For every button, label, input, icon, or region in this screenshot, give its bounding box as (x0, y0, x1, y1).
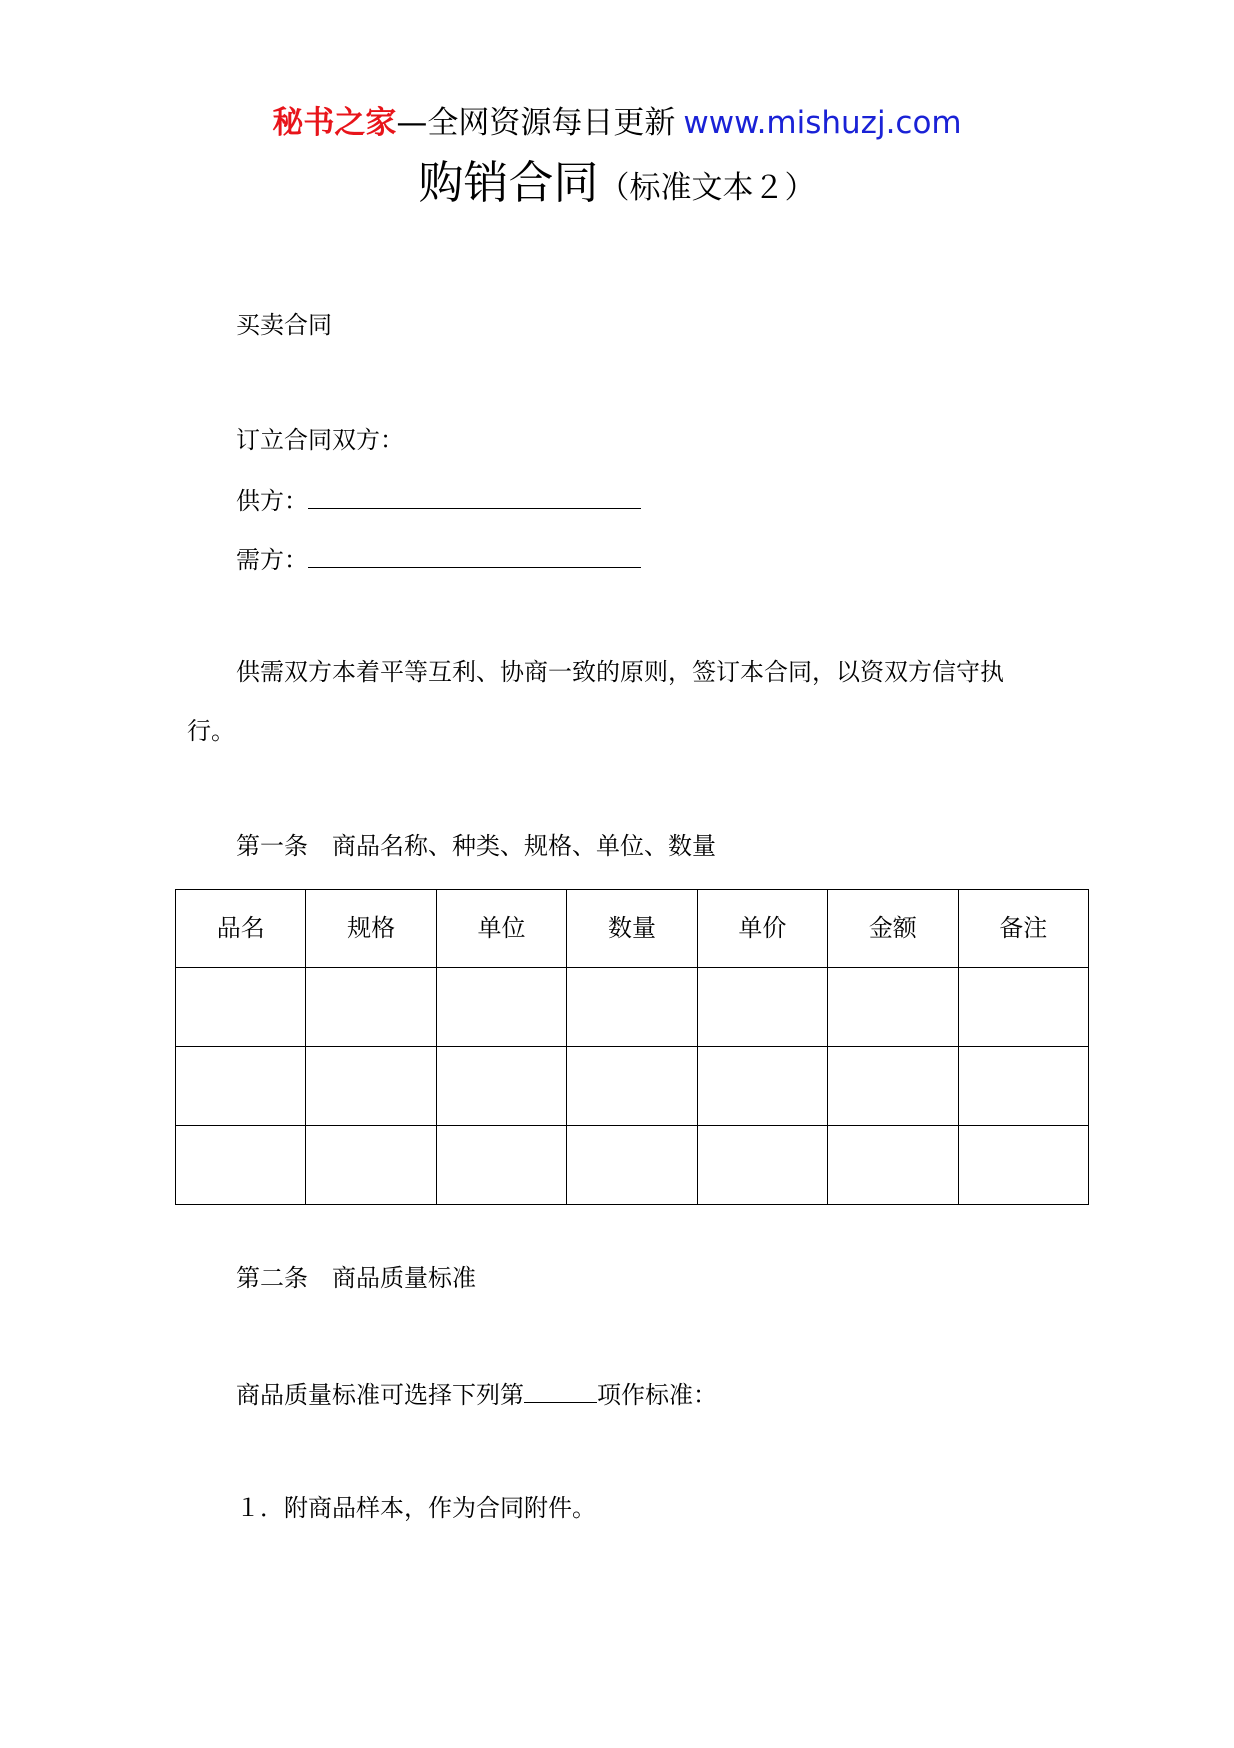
buyer-field[interactable] (308, 541, 641, 568)
col-header-name: 品名 (176, 890, 306, 968)
title-main: 购销合同 (418, 156, 599, 209)
col-header-amount: 金额 (828, 890, 958, 968)
quality-item-1: １．附商品样本，作为合同附件。 (236, 1494, 596, 1522)
table-cell[interactable] (697, 1047, 827, 1126)
buyer-line (236, 541, 641, 577)
banner-url-link[interactable]: www.mishuzj.com (683, 105, 962, 141)
quality-suffix: 项作标准： (597, 1381, 717, 1409)
table-cell[interactable] (828, 1047, 958, 1126)
table-cell[interactable] (176, 1126, 306, 1205)
col-header-unit: 单位 (436, 890, 566, 968)
table-cell[interactable] (697, 1126, 827, 1205)
table-cell[interactable] (697, 968, 827, 1047)
quality-item-field[interactable] (524, 1376, 597, 1403)
table-cell[interactable] (958, 1126, 1088, 1205)
table-header-row (176, 890, 1089, 968)
contract-type: 买卖合同 (236, 311, 332, 339)
article-1-heading (236, 829, 716, 863)
goods-table (175, 889, 1089, 1205)
table-cell[interactable] (567, 968, 697, 1047)
table-cell[interactable] (436, 968, 566, 1047)
parties-heading: 订立合同双方： (236, 426, 404, 454)
supplier-line (236, 482, 641, 518)
supplier-label: 供方： (236, 487, 308, 515)
supplier-field[interactable] (308, 482, 641, 509)
intro-line-1: 供需双方本着平等互利、协商一致的原则，签订本合同，以资双方信守执 (236, 658, 1004, 686)
table-cell[interactable] (436, 1047, 566, 1126)
table-cell[interactable] (176, 968, 306, 1047)
article-1-title: 商品名称、种类、规格、单位、数量 (332, 832, 716, 860)
table-row (176, 968, 1089, 1047)
buyer-label: 需方： (236, 546, 308, 574)
table-cell[interactable] (306, 1126, 436, 1205)
intro-line-2: 行。 (187, 717, 235, 745)
table-cell[interactable] (958, 1047, 1088, 1126)
col-header-remarks: 备注 (958, 890, 1088, 968)
banner-slogan: —全网资源每日更新 (396, 105, 676, 141)
table-row (176, 1047, 1089, 1126)
article-2-heading (236, 1261, 476, 1295)
col-header-unit-price: 单价 (697, 890, 827, 968)
table-cell[interactable] (306, 1047, 436, 1126)
document-title (0, 150, 1234, 226)
banner-brand: 秘书之家 (272, 105, 397, 141)
title-sub: （标准文本２） (598, 170, 816, 206)
table-cell[interactable] (567, 1047, 697, 1126)
table-cell[interactable] (567, 1126, 697, 1205)
col-header-quantity: 数量 (567, 890, 697, 968)
table-cell[interactable] (306, 968, 436, 1047)
table-row (176, 1126, 1089, 1205)
table-cell[interactable] (828, 1126, 958, 1205)
quality-standard-line (236, 1376, 717, 1412)
article-1-label: 第一条 (236, 832, 308, 860)
quality-prefix: 商品质量标准可选择下列第 (236, 1381, 524, 1409)
col-header-spec: 规格 (306, 890, 436, 968)
table-cell[interactable] (958, 968, 1088, 1047)
article-2-title: 商品质量标准 (332, 1264, 476, 1292)
article-2-label: 第二条 (236, 1264, 308, 1292)
table-cell[interactable] (176, 1047, 306, 1126)
table-cell[interactable] (828, 968, 958, 1047)
site-banner (0, 98, 1234, 148)
table-cell[interactable] (436, 1126, 566, 1205)
